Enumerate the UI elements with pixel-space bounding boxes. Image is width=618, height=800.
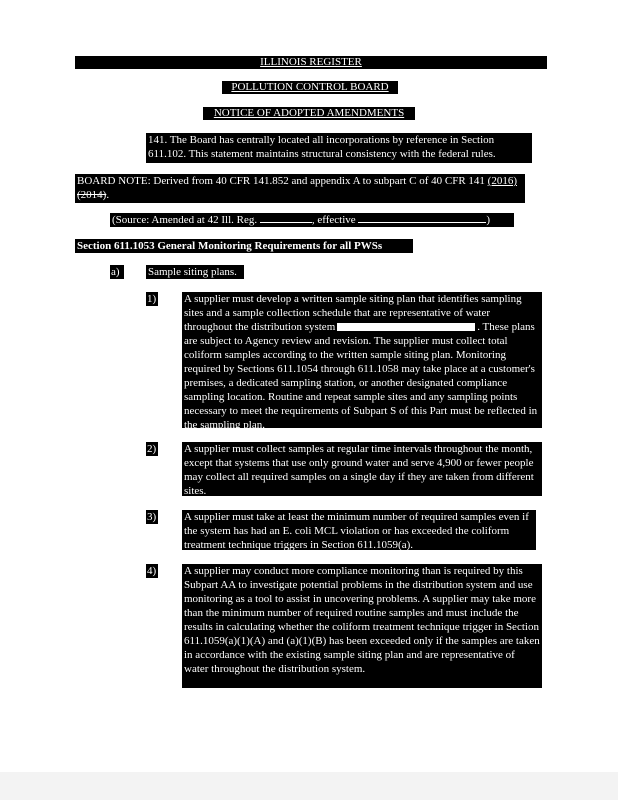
item-1-number: 1)	[147, 293, 157, 305]
board-note-year-new: (2016)	[487, 175, 517, 187]
page-bottom-edge	[0, 772, 618, 800]
source-suffix: )	[486, 214, 491, 226]
board-note	[75, 174, 525, 203]
source-blank-register	[260, 222, 312, 223]
item-4-number: 4)	[147, 565, 157, 577]
source-blank-date	[358, 222, 486, 223]
intro-note: 141. The Board has centrally located all incorporations by reference in Section 611.102. This statement maintains structural consistency with the federal rules.	[146, 133, 532, 163]
source-prefix: (Source: Amended at 42 Ill. Reg.	[112, 214, 258, 226]
board-note-text: BOARD NOTE: Derived from 40 CFR 141.852 and appendix A to subpart C of 40 CFR 141	[77, 175, 485, 187]
subsection-title: Sample siting plans.	[146, 265, 244, 279]
item-4-text: A supplier may conduct more compliance monitoring than is required by this Subpart AA to investigate potential problems in the distribution system and use monitoring as a tool to assist in uncovering problems. A supplier may take more than the minimum number of required routine samples and must include the results in calculating whether the coliform treatment technique trigger in Section 611.1059(a)(1)(A) and (a)(1)(B) has been exceeded only if the samples are taken in accordance with the existing sample siting plan and are representative of water throughout the distribution system.	[182, 564, 542, 688]
register-header: ILLINOIS REGISTER	[75, 56, 547, 69]
section-title: Section 611.1053 General Monitoring Requirements for all PWSs	[75, 239, 413, 253]
subsection-label: a)	[110, 265, 124, 279]
board-note-end: .	[106, 189, 110, 201]
item-1-text-before: A supplier must develop a written sample siting plan that identifies sampling sites and a sample collection schedule that are representative of water throughout the distribution system	[184, 293, 522, 333]
source-middle: , effective	[311, 214, 356, 226]
source-line	[110, 213, 514, 227]
notice-header: NOTICE OF ADOPTED AMENDMENTS	[203, 107, 415, 120]
board-note-year-old: (2014)	[77, 189, 107, 201]
item-2-number: 2)	[147, 443, 157, 455]
item-1-text	[182, 292, 542, 431]
item-2-text: A supplier must collect samples at regular time intervals throughout the month, except that systems that use only ground water and serve 4,900 or fewer people may collect all required samples on a single day if they are taken from different sites.	[182, 442, 542, 496]
board-header: POLLUTION CONTROL BOARD	[222, 81, 398, 94]
redacted-text	[337, 323, 475, 331]
item-3-text: A supplier must take at least the minimum number of required samples even if the system has had an E. coli MCL violation or has exceeded the coliform treatment technique triggers in Section 611.1059(a).	[182, 510, 536, 550]
item-1-text-after: . These plans are subject to Agency review and revision. The supplier must collect total coliform samples according to the written sample siting plan. Monitoring required by Sections 611.1054 through 611.1058 may take place at a customer's premises, a dedicated sampling station, or another designated compliance sampling location. Routine and repeat sample sites and any sampling points necessary to meet the requirements of Subpart S of this Part must be reflected in the sampling plan.	[184, 321, 538, 431]
item-3-number: 3)	[147, 511, 157, 523]
